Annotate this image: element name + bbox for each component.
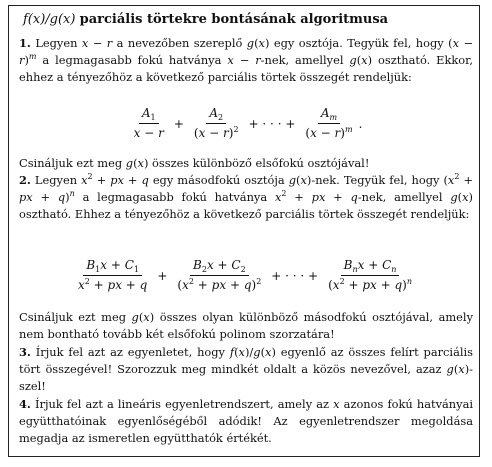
fraction-a1: $\frac{A_1}{x - r}$ <box>133 106 164 140</box>
step-1-after: Csináljuk ezt meg g(x) összes különböző elsőfokú osztójával! <box>19 156 370 170</box>
fraction-am: $\frac{A_m}{(x - r)^m}$ <box>305 106 353 140</box>
fraction-b2: $\frac{B_2x + C_2}{(x^2 + px + q)^2}$ <box>177 258 262 292</box>
fraction-b1: $\frac{B_1x + C_1}{x^2 + px + q}$ <box>77 258 148 292</box>
formula-quadratic: $\frac{B_1x + C_1}{x^2 + px + q}$ + $\frac{B_2x + C_2}{(x^2 + px + q)^2}$ + · · · + $\frac{B_nx + C_n}{(x^2 + px + q)^n}$ <box>9 258 481 293</box>
algorithm-box <box>8 5 480 457</box>
formula-linear: $\frac{A_1}{x - r}$ + $\frac{A_2}{(x - r)^2}$ + · · · + $\frac{A_m}{(x - r)^m}$ . <box>9 106 481 141</box>
title-formula: f(x)/g(x) <box>23 12 76 27</box>
step-2-text: 2. Legyen $x^2$ + px + q egy másodfokú osztója g(x)-nek. Tegyük fel, hogy ($x^2$ + px + q)$^n$ a legmagasabb fokú hatványa $x^2$ + px + q-nek, amellyel g(x) osztható. Ehhez a tényezőhöz a következő parciális törtek összegét rendeljük: <box>19 172 473 222</box>
box-title <box>23 11 388 28</box>
step-3-text: 3. Írjuk fel azt az egyenletet, hogy f(x)/g(x) egyenlő az összes felírt parciális tört összegével! Szorozzuk meg mindkét oldalt a közös nevezővel, azaz g(x)-szel! <box>19 345 473 394</box>
title-text: parciális törtekre bontásának algoritmusa <box>79 12 389 27</box>
step-4-text: 4. Írjuk fel azt a lineáris egyenletrendszert, amely az x azonos fokú hatványai együtthatóinak egyenlőségéből adódik! Az egyenletrendszer megoldása megadja az ismeretlen együtthatók értékét. <box>19 397 473 446</box>
fraction-a2: $\frac{A_2}{(x - r)^2}$ <box>193 106 239 140</box>
step-2-after: Csináljuk ezt meg g(x) összes olyan különböző másodfokú osztójával, amely nem bontható tovább két elsőfokú polinom szorzatára! <box>19 310 473 342</box>
fraction-bn: $\frac{B_nx + C_n}{(x^2 + px + q)^n}$ <box>328 258 413 292</box>
step-1-text: 1. Legyen x − r a nevezőben szereplő g(x) egy osztója. Tegyük fel, hogy $(x - r)^m$ a legmagasabb fokú hatványa x − r-nek, amellyel g(x) osztható. Ekkor, ehhez a tényezőhöz a következő parciális törtek összegét rendeljük: <box>19 36 473 85</box>
